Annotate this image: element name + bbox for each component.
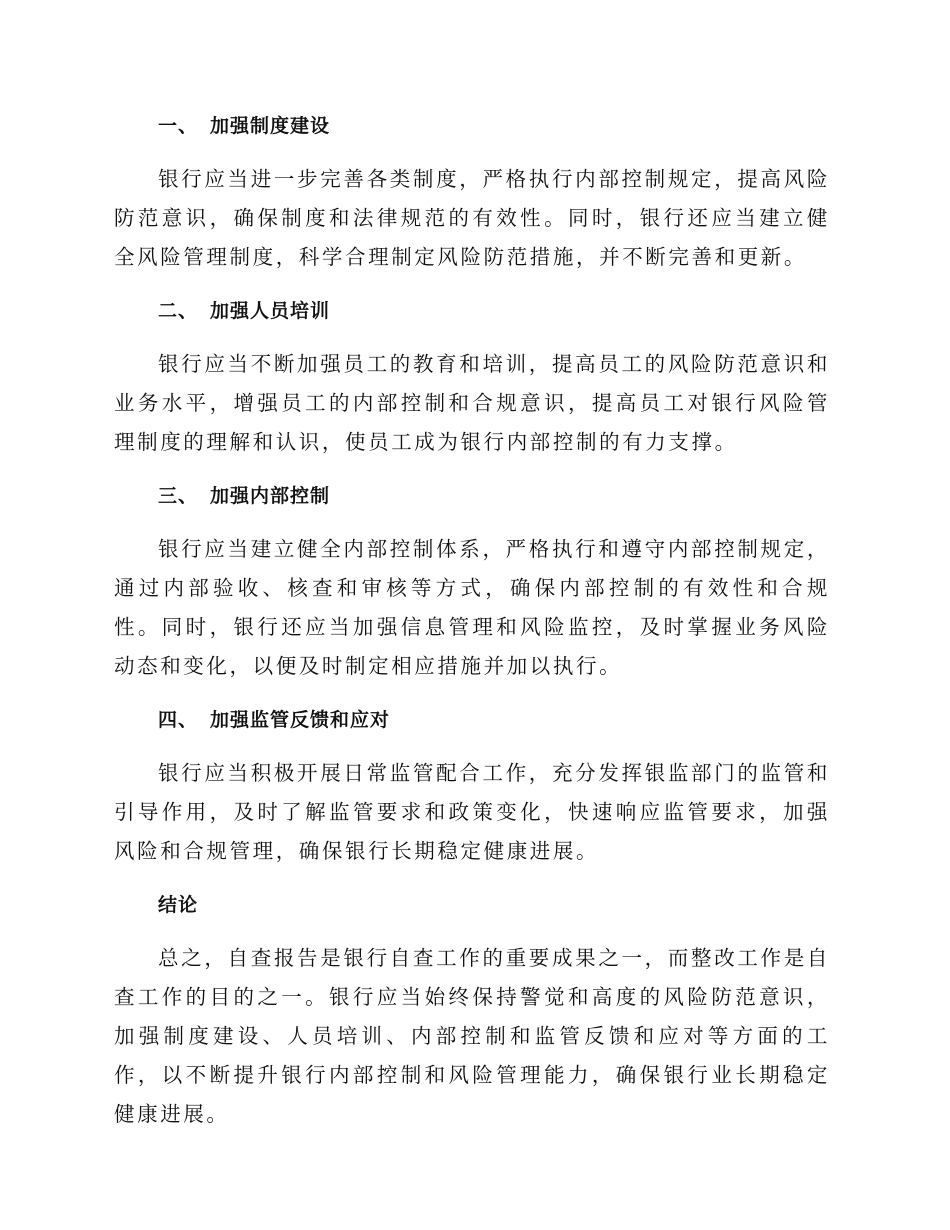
section-body-3: 银行应当建立健全内部控制体系，严格执行和遵守内部控制规定，通过内部验收、核查和审核等方式，确保内部控制的有效性和合规性。同时，银行还应当加强信息管理和风险监控，及时掌握业务风险动态和变化，以便及时制定相应措施并加以执行。 bbox=[114, 537, 830, 678]
document-page bbox=[114, 106, 830, 1148]
section-number: 二、 bbox=[158, 300, 199, 322]
section-number: 四、 bbox=[158, 709, 199, 731]
section-number: 一、 bbox=[158, 115, 199, 137]
section-number: 三、 bbox=[158, 485, 199, 507]
section-body-1: 银行应当进一步完善各类制度，严格执行内部控制规定，提高风险防范意识，确保制度和法律规范的有效性。同时，银行还应当建立健全风险管理制度，科学合理制定风险防范措施，并不断完善和更新。 bbox=[114, 167, 830, 269]
section-heading-2 bbox=[114, 291, 830, 331]
section-body-2: 银行应当不断加强员工的教育和培训，提高员工的风险防范意识和业务水平，增强员工的内部控制和合规意识，提高员工对银行风险管理制度的理解和认识，使员工成为银行内部控制的有力支撑。 bbox=[114, 352, 830, 454]
section-body-4: 银行应当积极开展日常监管配合工作，充分发挥银监部门的监管和引导作用，及时了解监管要求和政策变化，快速响应监管要求，加强风险和合规管理，确保银行长期稳定健康进展。 bbox=[114, 761, 830, 863]
conclusion-title: 结论 bbox=[158, 894, 199, 916]
section-heading-1 bbox=[114, 106, 830, 146]
section-heading-3 bbox=[114, 476, 830, 516]
section-heading-4 bbox=[114, 700, 830, 740]
conclusion-heading bbox=[114, 885, 830, 925]
section-title: 加强人员培训 bbox=[210, 300, 331, 322]
conclusion-body: 总之，自查报告是银行自查工作的重要成果之一，而整改工作是自查工作的目的之一。银行应当始终保持警觉和高度的风险防范意识，加强制度建设、人员培训、内部控制和监管反馈和应对等方面的工作，以不断提升银行内部控制和风险管理能力，确保银行业长期稳定健康进展。 bbox=[114, 946, 830, 1126]
section-title: 加强制度建设 bbox=[210, 115, 331, 137]
section-title: 加强内部控制 bbox=[210, 485, 331, 507]
section-title: 加强监管反馈和应对 bbox=[210, 709, 391, 731]
